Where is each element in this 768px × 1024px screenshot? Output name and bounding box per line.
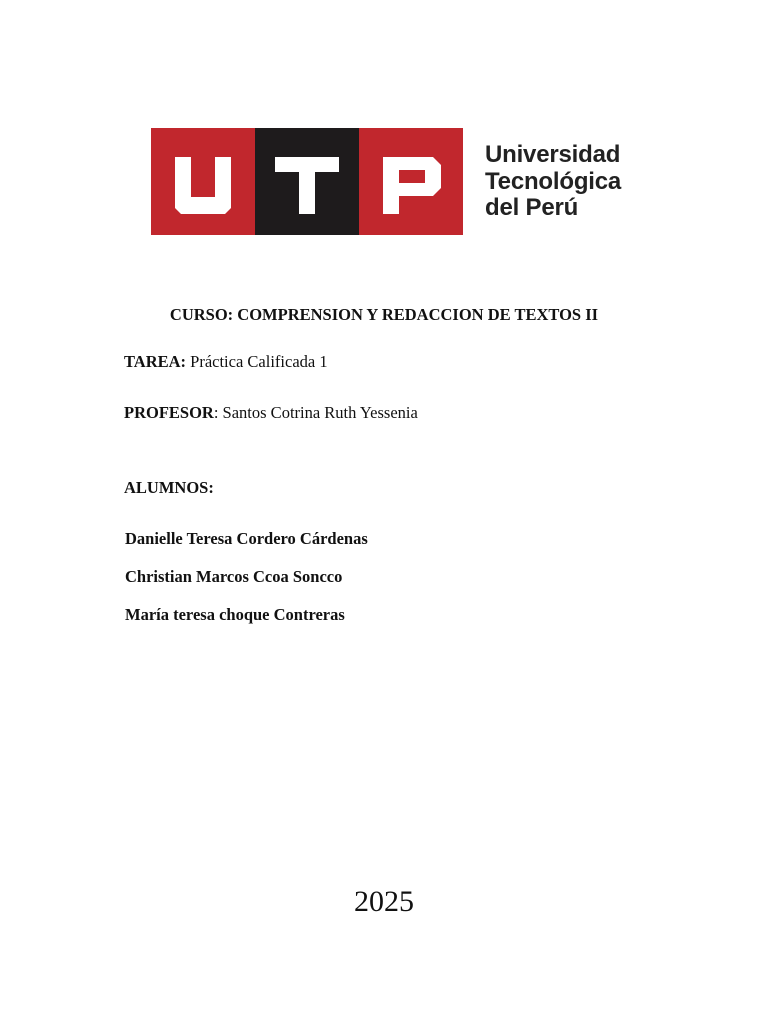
logo-block-u-bg (151, 128, 255, 235)
logo-block-t (255, 128, 359, 235)
university-name-line-1: Universidad (485, 141, 621, 168)
tarea-line (124, 352, 328, 372)
year: 2025 (354, 885, 414, 918)
student-name: Danielle Teresa Cordero Cárdenas (125, 529, 368, 548)
university-name-line-3: del Perú (485, 194, 579, 221)
logo-letter-p-icon (359, 128, 463, 235)
logo-block-u (151, 128, 255, 235)
university-name (485, 142, 621, 222)
profesor-value: : Santos Cotrina Ruth Yessenia (213, 403, 418, 422)
logo-block-p (359, 128, 463, 235)
logo-block-p-bg (359, 128, 463, 235)
profesor-line (124, 403, 418, 423)
utp-logo (151, 128, 633, 235)
tarea-value: Práctica Calificada 1 (186, 352, 328, 371)
profesor-label: PROFESOR (124, 403, 214, 422)
alumnos-heading: ALUMNOS: (124, 478, 214, 497)
logo-letter-u-icon (151, 128, 255, 235)
utp-logo-blocks (151, 128, 463, 235)
course-title: CURSO: COMPRENSION Y REDACCION DE TEXTOS II (169, 305, 599, 324)
tarea-label: TAREA: (124, 352, 187, 371)
student-name: María teresa choque Contreras (125, 605, 345, 624)
logo-letter-t-icon (255, 128, 359, 235)
university-name-line-2: Tecnológica (485, 167, 622, 195)
student-name: Christian Marcos Ccoa Soncco (125, 567, 343, 586)
